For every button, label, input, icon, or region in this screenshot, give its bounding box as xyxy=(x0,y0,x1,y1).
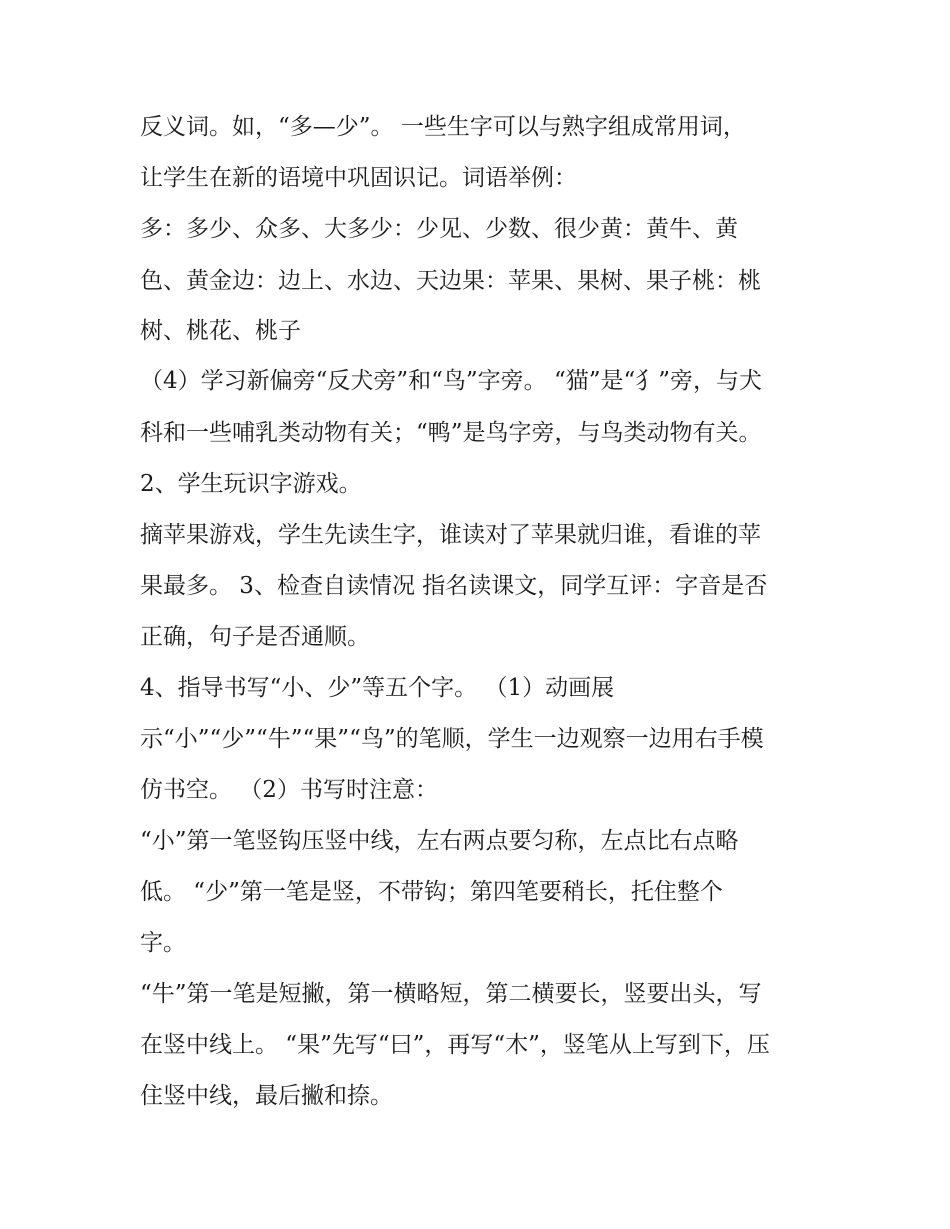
text-line-5: 树、桃花、桃子 xyxy=(140,318,301,344)
text-line-6: （4）学习新偏旁“反犬旁”和“鸟”字旁。 “猫”是“犭”旁，与犬 xyxy=(140,368,763,394)
text-line-12: 4、指导书写“小、少”等五个字。 （1）动画展 xyxy=(140,675,615,701)
text-line-20: 住竖中线，最后撇和捺。 xyxy=(140,1083,393,1109)
text-line-14: 仿书空。 （2）书写时注意： xyxy=(140,777,438,803)
text-line-19: 在竖中线上。 “果”先写“曰”，再写“木”，竖笔从上写到下，压 xyxy=(140,1032,770,1058)
text-line-2: 让学生在新的语境中巩固识记。词语举例： xyxy=(140,165,577,191)
text-line-17: 字。 xyxy=(140,930,186,956)
text-line-9: 摘苹果游戏，学生先读生字，谁读对了苹果就归谁，看谁的苹 xyxy=(140,522,761,548)
text-line-3: 多：多少、众多、大多少：少见、少数、很少黄：黄牛、黄 xyxy=(140,216,738,242)
text-line-8: 2、学生玩识字游戏。 xyxy=(140,471,362,497)
text-line-15: “小”第一笔竖钩压竖中线，左右两点要匀称，左点比右点略 xyxy=(140,828,739,854)
text-line-1: 反义词。如，“多—少”。 一些生字可以与熟字组成常用词， xyxy=(140,114,746,140)
text-line-4: 色、黄金边：边上、水边、天边果：苹果、果树、果子桃：桃 xyxy=(140,268,761,294)
text-line-13: 示“小”“少”“牛”“果”“鸟”的笔顺，学生一边观察一边用右手模 xyxy=(140,726,764,752)
text-line-18: “牛”第一笔是短撇，第一横略短，第二横要长，竖要出头，写 xyxy=(140,981,762,1007)
text-line-16: 低。 “少”第一笔是竖，不带钩；第四笔要稍长，托住整个 xyxy=(140,879,723,905)
text-line-7: 科和一些哺乳类动物有关；“鸭”是鸟字旁，与鸟类动物有关。 xyxy=(140,420,762,446)
text-line-11: 正确，句子是否通顺。 xyxy=(140,624,370,650)
text-line-10: 果最多。 3、检查自读情况 指名读课文，同学互评：字音是否 xyxy=(140,573,768,599)
